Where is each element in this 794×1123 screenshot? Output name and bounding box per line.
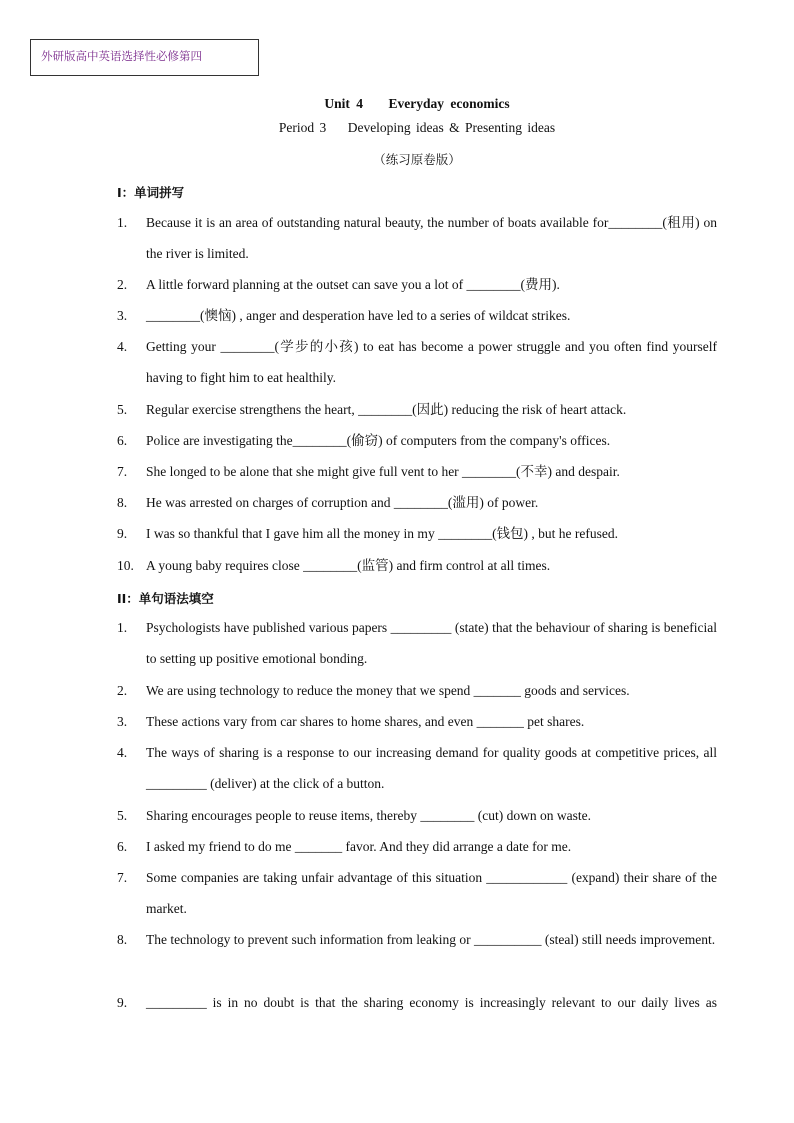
item-text: These actions vary from car shares to home shares, and even _______ pet shares. xyxy=(146,714,585,729)
list-item xyxy=(117,207,717,269)
section-heading-grammar-fill: II：单句语法填空 xyxy=(117,591,214,606)
list-item xyxy=(117,987,717,1018)
header-box: 外研版高中英语选择性必修第四 xyxy=(30,39,259,76)
item-text: I asked my friend to do me _______ favor. And they did arrange a date for me. xyxy=(146,839,572,854)
list-item xyxy=(117,269,717,300)
item-number: 7. xyxy=(117,464,128,479)
item-text: Getting your ________(学步的小孩) to eat has become a power struggle and you often find yourself having to fight him to eat healthily. xyxy=(146,339,717,385)
list-item xyxy=(117,612,717,674)
item-number: 2. xyxy=(117,277,128,292)
item-number: 4. xyxy=(117,339,128,354)
item-number: 1. xyxy=(117,620,128,635)
period-subtitle: Period 3 Developing ideas & Presenting ideas xyxy=(278,120,556,135)
item-text: Police are investigating the________(偷窃) of computers from the company's offices. xyxy=(146,433,611,448)
item-text: A young baby requires close ________(监管) and firm control at all times. xyxy=(146,558,551,573)
list-item xyxy=(117,862,717,924)
item-number: 6. xyxy=(117,839,128,854)
list-item xyxy=(117,394,717,425)
list-item xyxy=(117,706,717,737)
item-text: Some companies are taking unfair advantage of this situation ____________ (expand) their share of the market. xyxy=(146,870,717,916)
item-text: A little forward planning at the outset can save you a lot of ________(费用). xyxy=(146,277,560,292)
item-text: Regular exercise strengthens the heart, ________(因此) reducing the risk of heart attack. xyxy=(146,402,627,417)
item-number: 5. xyxy=(117,808,128,823)
list-item xyxy=(117,456,717,487)
item-text: _________ is in no doubt is that the sharing economy is increasingly relevant to our daily lives as xyxy=(146,995,717,1010)
item-number: 10. xyxy=(117,558,134,573)
item-number: 3. xyxy=(117,714,128,729)
item-number: 1. xyxy=(117,215,128,230)
list-item xyxy=(117,331,717,393)
list-item xyxy=(117,550,717,581)
version-label: （练习原卷版） xyxy=(373,152,461,167)
list-item xyxy=(117,800,717,831)
item-text: Sharing encourages people to reuse items, thereby ________ (cut) down on waste. xyxy=(146,808,592,823)
list-item xyxy=(117,425,717,456)
item-number: 3. xyxy=(117,308,128,323)
list-item xyxy=(117,675,717,706)
list-item xyxy=(117,831,717,862)
item-number: 9. xyxy=(117,526,128,541)
item-number: 2. xyxy=(117,683,128,698)
item-text: I was so thankful that I gave him all the money in my ________(钱包) , but he refused. xyxy=(146,526,619,541)
item-text: The ways of sharing is a response to our increasing demand for quality goods at competitive prices, all _________ (deliver) at the click of a button. xyxy=(146,745,717,791)
list-item xyxy=(117,518,717,549)
item-number: 8. xyxy=(117,495,128,510)
item-text: Because it is an area of outstanding natural beauty, the number of boats available for________(租用) on the river is limited. xyxy=(146,215,717,261)
item-number: 9. xyxy=(117,995,128,1010)
section-heading-word-spelling: I：单词拼写 xyxy=(117,185,185,200)
item-text: She longed to be alone that she might give full vent to her ________(不幸) and despair. xyxy=(146,464,620,479)
list-item xyxy=(117,924,717,955)
item-number: 5. xyxy=(117,402,128,417)
item-text: He was arrested on charges of corruption and ________(滥用) of power. xyxy=(146,495,539,510)
item-number: 7. xyxy=(117,870,128,885)
item-number: 8. xyxy=(117,932,128,947)
unit-title: Unit 4 Everyday economics xyxy=(324,96,510,111)
item-number: 4. xyxy=(117,745,128,760)
item-text: ________(懊恼) , anger and desperation have led to a series of wildcat strikes. xyxy=(146,308,571,323)
item-text: The technology to prevent such information from leaking or __________ (steal) still needs improvement. xyxy=(146,932,716,947)
item-text: We are using technology to reduce the money that we spend _______ goods and services. xyxy=(146,683,630,698)
item-text: Psychologists have published various papers _________ (state) that the behaviour of sharing is beneficial to setting up positive emotional bonding. xyxy=(146,620,717,666)
item-number: 6. xyxy=(117,433,128,448)
list-item xyxy=(117,300,717,331)
list-item xyxy=(117,487,717,518)
list-item xyxy=(117,737,717,799)
